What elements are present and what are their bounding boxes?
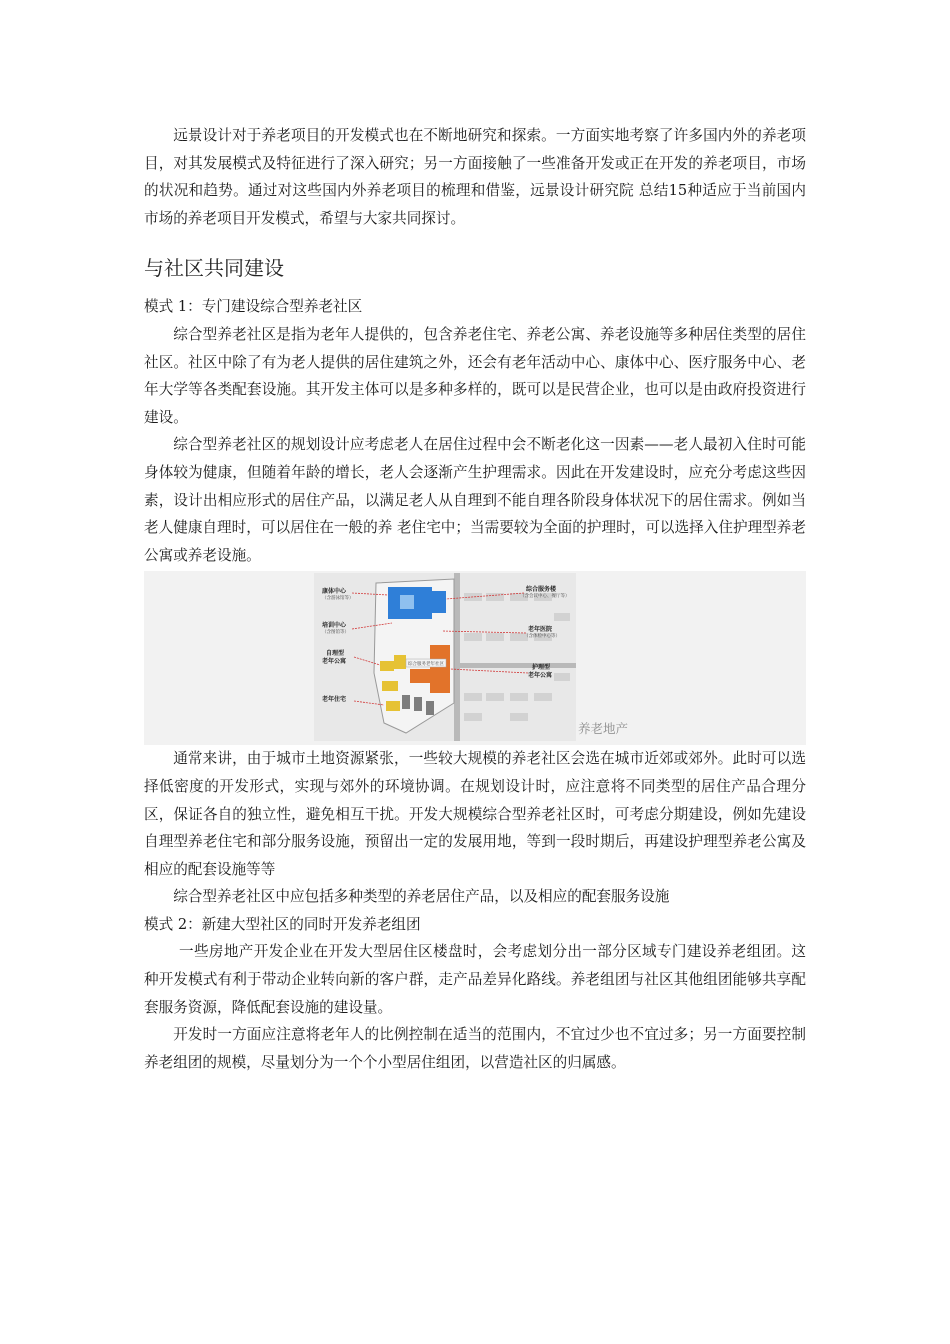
label-elderly-housing: 老年住宅 xyxy=(322,696,347,704)
site-plan-image xyxy=(314,573,576,741)
mode1-paragraph-4: 综合型养老社区中应包括多种类型的养老居住产品，以及相应的配套服务设施 xyxy=(173,888,670,906)
label-elderly-hospital: 老年医院 xyxy=(528,626,553,634)
label-care-2: 老年公寓 xyxy=(528,672,553,680)
label-sports-center-sub: （含游泳馆等） xyxy=(322,596,354,602)
label-sports-center: 康体中心 xyxy=(322,588,347,596)
figure-caption: 养老地产 xyxy=(578,721,629,737)
label-service-building: 综合服务楼 xyxy=(526,586,557,594)
label-service-building-sub: （含会议中心、餐厅等） xyxy=(520,594,570,600)
label-training-center-sub: （含图馆等） xyxy=(322,630,349,636)
label-independent-2: 老年公寓 xyxy=(322,658,347,666)
mode1-paragraph-1: 综合型养老社区是指为老年人提供的，包含养老住宅、养老公寓、养老设施等多种居住类型的居住社区。社区中除了有为老人提供的居住建筑之外，还会有老年活动中心、康体中心、医疗服务中心、老年大学等各类配套设施。其开发主体可以是多种多样的，既可以是民营企业，也可以是由政府投资进行建设。 xyxy=(144,325,806,426)
mode2-paragraph-2: 开发时一方面应注意将老年人的比例控制在适当的范围内，不宜过少也不宜过多；另一方面要控制养老组团的规模，尽量划分为一个个小型居住组团，以营造社区的归属感。 xyxy=(144,1026,806,1071)
label-independent-1: 自理型 xyxy=(326,650,345,658)
site-plan-figure xyxy=(144,571,806,745)
mode1-paragraph-2: 综合型养老社区的规划设计应考虑老人在居住过程中会不断老化这一因素——老人最初入住时可能身体较为健康，但随着年龄的增长，老人会逐渐产生护理需求。因此在开发建设时，应充分考虑这些因素，设计出相应形式的居住产品，以满足老人从自理到不能自理各阶段身体状况下的居住需求。例如当老人健康自理时，可以居住在一般的养 老住宅中；当需要较为全面的护理时，可以选择入住护理型养老公寓或养老设施。 xyxy=(144,436,806,564)
mode2-paragraph-1: 一些房地产开发企业在开发大型居住区楼盘时，会考虑划分出一部分区域专门建设养老组团。这种开发模式有利于带动企业转向新的客户群，走产品差异化路线。养老组团与社区其他组团能够共享配套服务资源，降低配套设施的建设量。 xyxy=(144,943,806,1016)
label-training-center: 培训中心 xyxy=(322,622,347,630)
mode2-title: 模式 2：新建大型社区的同时开发养老组团 xyxy=(144,915,421,933)
intro-paragraph: 远景设计对于养老项目的开发模式也在不断地研究和探索。一方面实地考察了许多国内外的养老项目，对其发展模式及特征进行了深入研究；另一方面接触了一些准备开发或正在开发的养老项目，市场的状况和趋势。通过对这些国内外养老项目的梳理和借鉴，远景设计研究院 总结15种适应于当前国内市场的养老项目开发模式，希望与大家共同探讨。 xyxy=(144,127,806,227)
section-title: 与社区共同建设 xyxy=(144,256,284,281)
label-care-1: 护理型 xyxy=(532,664,551,672)
mode1-paragraph-3: 通常来讲，由于城市土地资源紧张，一些较大规模的养老社区会选在城市近郊或郊外。此时可以选择低密度的开发形式，实现与郊外的环境协调。在规划设计时，应注意将不同类型的居住产品合理分区，保证各自的独立性，避免相互干扰。开发大规模综合型养老社区时，可考虑分期建设，例如先建设自理型养老住宅和部分服务设施，预留出一定的发展用地，等到一段时期后，再建设护理型养老公寓及相应的配套设施等等 xyxy=(144,750,806,878)
mode1-title: 模式 1：专门建设综合型养老社区 xyxy=(144,298,363,316)
label-elderly-hospital-sub: （含体检中心等） xyxy=(524,634,560,640)
center-label: 综合服务老年社区 xyxy=(408,662,444,668)
document-page xyxy=(144,122,806,1076)
